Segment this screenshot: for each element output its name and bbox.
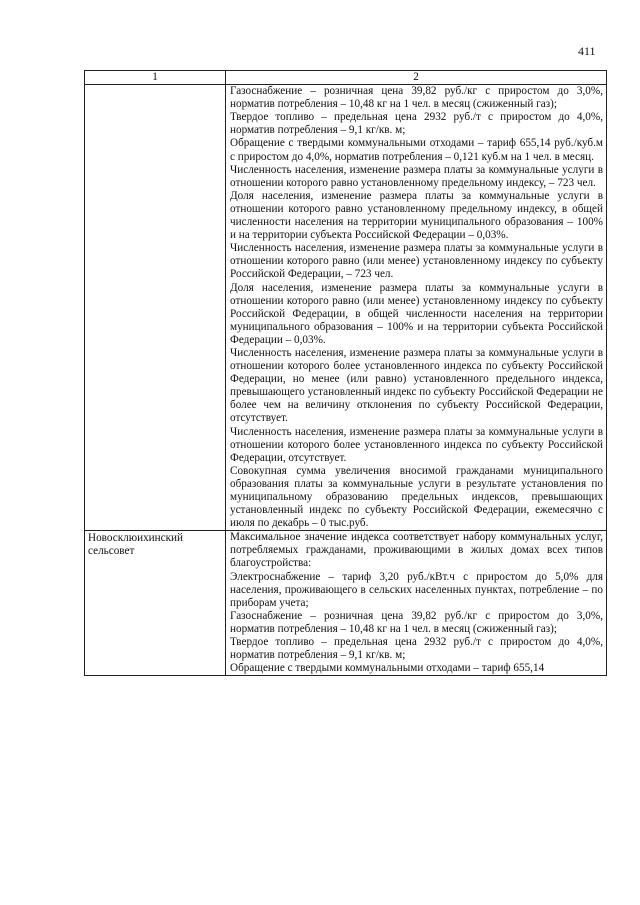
paragraph: Доля населения, изменение размера платы за коммунальные услуги в отношении которого равно установленному предельному индексу, в общей численности населения на территории муниципального образования – 100% и на территории субъекта Российской Федерации – 0,03%.	[230, 189, 603, 242]
tariff-description	[226, 531, 607, 676]
table-row	[85, 85, 607, 531]
header-col-2: 2	[226, 71, 607, 85]
table-row	[85, 531, 607, 676]
header-col-1: 1	[85, 71, 226, 85]
paragraph: Численность населения, изменение размера платы за коммунальные услуги в отношении которого более установленного индекса по субъекту Российской Федерации, но менее (или равно) установленного предельного индекса, превышающего установленный индекс по субъекту Российской Федерации не более чем на величину отклонения по субъекту Российской Федерации, отсутствует.	[230, 346, 603, 425]
paragraph: Электроснабжение – тариф 3,20 руб./кВт.ч с приростом до 5,0% для населения, проживающего в сельских населенных пунктах, потребление – по приборам учета;	[230, 570, 603, 609]
header-row	[85, 71, 607, 85]
paragraph: Газоснабжение – розничная цена 39,82 руб./кг с приростом до 3,0%, норматив потребления – 10,48 кг на 1 чел. в месяц (сжиженный газ);	[230, 609, 603, 635]
paragraph: Обращение с твердыми коммунальными отходами – тариф 655,14	[230, 662, 545, 675]
paragraph: Газоснабжение – розничная цена 39,82 руб./кг с приростом до 3,0%, норматив потребления – 10,48 кг на 1 чел. в месяц (сжиженный газ);	[230, 85, 603, 111]
municipality-name	[85, 85, 226, 531]
paragraph: Обращение с твердыми коммунальными отходами – тариф 655,14 руб./куб.м с приростом до 4,0%, норматив потребления – 0,121 куб.м на 1 чел. в месяц.	[230, 137, 603, 163]
municipality-name: Новосклюихинский сельсовет	[85, 531, 226, 676]
page-number: 411	[578, 44, 596, 58]
paragraph: Твердое топливо – предельная цена 2932 руб./т с приростом до 4,0%, норматив потребления – 9,1 кг/кв. м;	[230, 636, 603, 662]
paragraph: Численность населения, изменение размера платы за коммунальные услуги в отношении которого равно (или менее) установленному индексу по субъекту Российской Федерации, – 723 чел.	[230, 242, 603, 281]
paragraph: Доля населения, изменение размера платы за коммунальные услуги в отношении которого равно (или менее) установленному индексу по субъекту Российской Федерации, в общей численности населения на территории муниципального образования – 100% и на территории субъекта Российской Федерации – 0,03%.	[230, 281, 603, 346]
tariff-description	[226, 85, 607, 531]
paragraph: Численность населения, изменение размера платы за коммунальные услуги в отношении которого более установленного индекса по субъекту Российской Федерации, отсутствует.	[230, 425, 603, 464]
paragraph: Совокупная сумма увеличения вносимой гражданами муниципального образования платы за коммунальные услуги в результате установления по муниципальному образованию предельных индексов, превышающих установленный индекс по субъекту Российской Федерации, ежемесячно с июля по декабрь – 0 тыс.руб.	[230, 464, 603, 530]
document-table	[84, 70, 607, 676]
paragraph: Численность населения, изменение размера платы за коммунальные услуги в отношении которого равно установленному предельному индексу, – 723 чел.	[230, 163, 603, 189]
paragraph: Максимальное значение индекса соответствует набору коммунальных услуг, потребляемых гражданами, проживающими в жилых домах всех типов благоустройства:	[230, 531, 603, 570]
paragraph: Твердое топливо – предельная цена 2932 руб./т с приростом до 4,0%, норматив потребления – 9,1 кг/кв. м;	[230, 111, 603, 137]
